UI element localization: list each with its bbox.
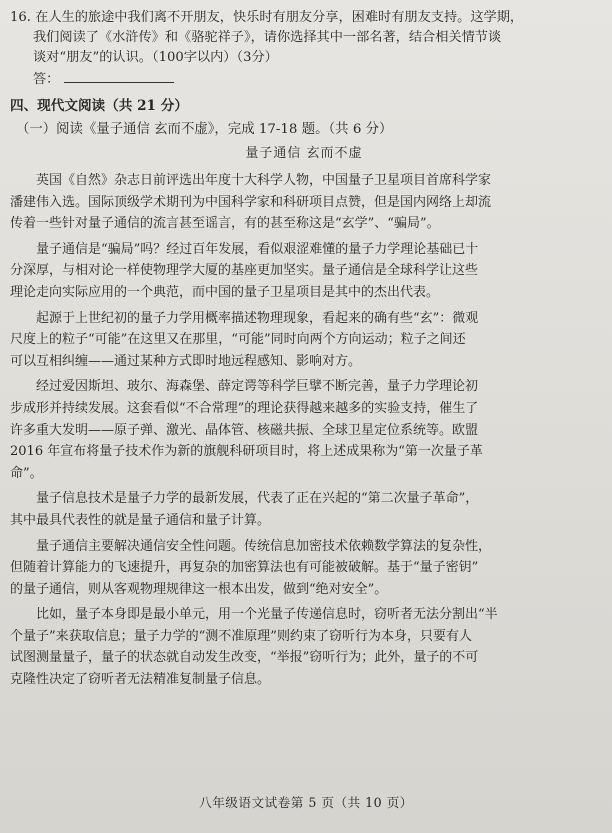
article-paragraph [10, 239, 598, 304]
paragraph-line: 潘建伟入选。国际顶级学术期刊为中国科学家和科研项目点赞，但是国内网络上却流 [10, 194, 492, 210]
paragraph-line: 起源于上世纪初的量子力学用概率描述物理现象，看起来的确有些“玄”：微观 [36, 310, 479, 326]
paragraph-line: 比如，量子本身即是最小单元，用一个光量子传递信息时，窃听者无法分割出“半 [36, 607, 498, 623]
paragraph-line: 个量子”来获取信息；量子力学的“测不准原理”则约束了窃听行为本身，只要有人 [10, 628, 472, 644]
paragraph-line: 但随着计算能力的飞速提升，再复杂的加密算法也有可能被破解。基于“量子密钥” [10, 560, 479, 576]
paragraph-line: 量子信息技术是量子力学的最新发展，代表了正在兴起的“第二次量子革命”， [36, 491, 479, 507]
question-16-line-2: 我们阅读了《水浒传》和《骆驼祥子》，请你选择其中一部名著，结合相关情节谈 [33, 30, 502, 45]
paragraph-line: 英国《自然》杂志日前评选出年度十大科学人物，中国量子卫星项目首席科学家 [36, 173, 492, 188]
paragraph-line: 的量子通信，则从客观物理规律这一根本出发，做到“绝对安全”。 [10, 581, 388, 597]
section-heading: 四、现代文阅读（共 21 分） [10, 98, 188, 114]
paragraph-line: 分深厚，与相对论一样使物理学大厦的基座更加坚实。量子通信是全球科学让这些 [10, 263, 479, 279]
paragraph-line: 可以互相纠缠——通过某种方式即时地远程感知、影响对方。 [10, 353, 362, 369]
paragraph-line: 许多重大发明——原子弹、激光、晶体管、核磁共振、全球卫星定位系统等。欧盟 [10, 422, 479, 438]
article-body [10, 170, 598, 691]
article-paragraph [10, 376, 598, 484]
article-paragraph [10, 536, 598, 601]
subsection-heading: （一）阅读《量子通信 玄而不虚》，完成 17-18 题。（共 6 分） [16, 122, 393, 137]
paragraph-line: 理论走向实际应用的一个典范，而中国的量子卫星项目是其中的杰出代表。 [10, 284, 440, 300]
paragraph-line: 试图测量量子，量子的状态就自动发生改变，“举报”窃听行为；此外，量子的不可 [10, 650, 479, 666]
answer-blank-line[interactable] [64, 70, 174, 83]
paragraph-line: 尺度上的粒子“可能”在这里又在那里，“可能”同时向两个方向运动；粒子之间还 [10, 332, 466, 348]
question-16-line-1: 16. 在人生的旅途中我们离不开朋友，快乐时有朋友分享，困难时有朋友支持。这学期， [10, 10, 524, 25]
paragraph-line: 量子通信主要解决通信安全性问题。传统信息加密技术依赖数学算法的复杂性， [36, 538, 492, 554]
paragraph-line: 其中最具代表性的就是量子通信和量子计算。 [10, 512, 271, 528]
paragraph-line: 量子通信是“骗局”吗？经过百年发展，看似艰涩难懂的量子力学理论基础已十 [36, 241, 479, 257]
answer-area [10, 68, 598, 92]
answer-label: 答： [33, 72, 60, 87]
page-footer: 八年级语文试卷第 5 页（共 10 页） [199, 795, 413, 810]
paragraph-line: 命”。 [10, 465, 43, 481]
article-paragraph [10, 308, 598, 373]
paragraph-line: 克隆性决定了窃听者无法精准复制量子信息。 [10, 672, 271, 688]
article-paragraph [10, 170, 598, 235]
article-paragraph [10, 604, 598, 690]
article-title: 量子通信 玄而不虚 [245, 146, 363, 161]
paragraph-line: 步成形并持续发展。这套看似“不合常理”的理论获得越来越多的实验支持，催生了 [10, 400, 479, 416]
question-16-line-3: 谈对“朋友”的认识。（100字以内）（3分） [33, 50, 278, 65]
article-paragraph [10, 488, 598, 531]
paragraph-line: 2016 年宣布将量子技术作为新的旗舰科研项目时，将上述成果称为“第一次量子革 [10, 444, 483, 460]
paragraph-line: 经过爱因斯坦、玻尔、海森堡、薛定谔等科学巨擘不断完善，量子力学理论初 [36, 379, 479, 395]
paragraph-line: 传着一些针对量子通信的流言甚至谣言，有的甚至称这是“玄学”、“骗局”。 [10, 216, 440, 232]
question-16 [10, 8, 598, 92]
